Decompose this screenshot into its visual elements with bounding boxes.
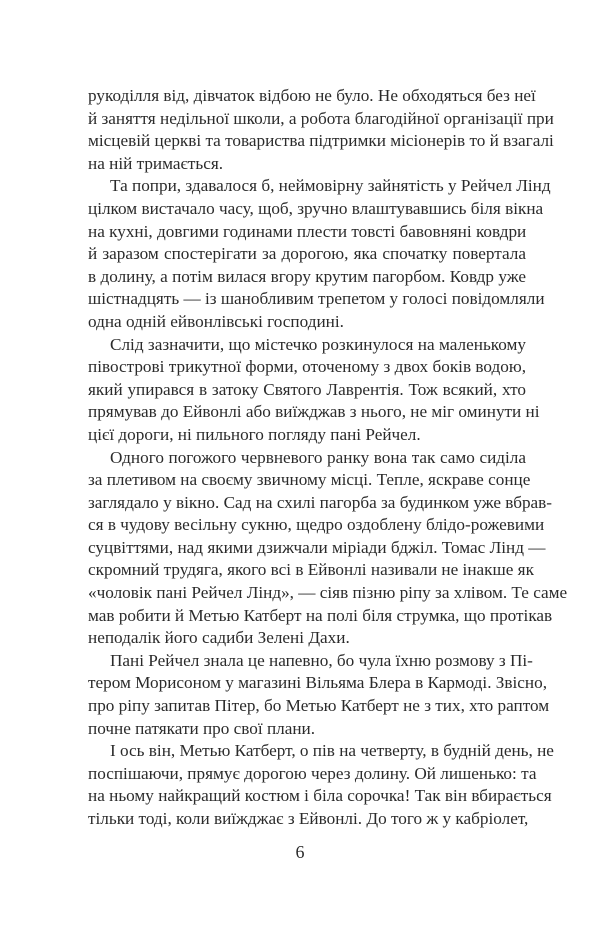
- paragraph: [88, 740, 554, 830]
- text-line: Та попри, здавалося б, неймовірну зайнятість у Рейчел Лінд: [110, 176, 551, 196]
- paragraph: [88, 175, 551, 333]
- paragraph: [88, 85, 554, 175]
- paragraph: [88, 447, 568, 650]
- text-line: ся в чудову весільну сукню, щедро оздоблену блідо-рожевими: [88, 515, 545, 535]
- text-line: Одного погожого червневого ранку вона так само сиділа: [110, 447, 526, 467]
- paragraph: [88, 334, 540, 447]
- text-line: на ній тримається.: [88, 153, 224, 173]
- text-line: заглядало у вікно. Сад на схилі пагорба за будинком уже вбрав-: [88, 492, 553, 512]
- text-line: неподалік його садиби Зелені Дахи.: [88, 628, 350, 648]
- text-line: «чоловік пані Рейчел Лінд», — сіяв пізню ріпу за хлівом. Те саме: [88, 583, 568, 603]
- text-line: тером Морисоном у магазині Вільяма Блера в Кармоді. Звісно,: [88, 673, 548, 693]
- body-text: [88, 85, 568, 831]
- text-line: в долину, а потім вилася вгору крутим пагорбом. Ковдр уже: [88, 266, 526, 286]
- text-line: почне патякати про свої плани.: [88, 718, 316, 738]
- text-line: прямував до Ейвонлі або виїжджав з нього, не міг оминути ні: [88, 402, 540, 422]
- text-line: одна одній ейвонлівські господині.: [88, 311, 344, 331]
- paragraph: [88, 650, 550, 740]
- text-line: півострові трикутної форми, оточеному з двох боків водою,: [88, 357, 526, 377]
- text-line: який упирався в затоку Святого Лаврентія. Тож всякий, хто: [88, 379, 526, 399]
- text-line: тільки тоді, коли виїжджає з Ейвонлі. До того ж у кабріолет,: [88, 809, 529, 828]
- text-line: скромний трудяга, якого всі в Ейвонлі називали не інакше як: [88, 560, 534, 580]
- text-line: цієї дороги, ні пильного погляду пані Рейчел.: [88, 424, 421, 444]
- text-line: поспішаючи, прямує дорогою через долину. Ой лишенько: та: [88, 763, 537, 783]
- text-line: суцвіттями, над якими дзижчали міріади бджіл. Томас Лінд —: [88, 537, 546, 557]
- text-line: про ріпу запитав Пітер, бо Метью Катберт не з тих, хто раптом: [88, 696, 550, 716]
- text-line: за плетивом на своєму звичному місці. Тепле, яскраве сонце: [88, 470, 531, 490]
- text-line: Пані Рейчел знала це напевно, бо чула їхню розмову з Пі-: [110, 650, 533, 670]
- text-line: Слід зазначити, що містечко розкинулося на маленькому: [110, 334, 526, 354]
- text-line: місцевій церкві та товариства підтримки місіонерів то й взагалі: [88, 131, 554, 151]
- text-line: шістнадцять — із шанобливим трепетом у голосі повідомляли: [88, 289, 545, 309]
- text-line: цілком вистачало часу, щоб, зручно влаштувавшись біля вікна: [88, 198, 544, 218]
- page-number: 6: [295, 842, 305, 862]
- text-line: мав робити й Метью Катберт на полі біля струмка, що протікав: [88, 605, 553, 625]
- text-line: й заняття недільної школи, а робота благодійної організації при: [88, 108, 554, 128]
- text-line: рукоділля від, дівчаток відбою не було. Не обходяться без неї: [88, 86, 536, 105]
- text-line: І ось він, Метью Катберт, о пів на четверту, в будній день, не: [110, 741, 554, 761]
- text-line: на кухні, довгими годинами плести товсті бавовняні ковдри: [88, 221, 527, 241]
- text-line: й заразом спостерігати за дорогою, яка спочатку повертала: [88, 244, 526, 264]
- text-line: на ньому найкращий костюм і біла сорочка! Так він вбирається: [88, 786, 552, 806]
